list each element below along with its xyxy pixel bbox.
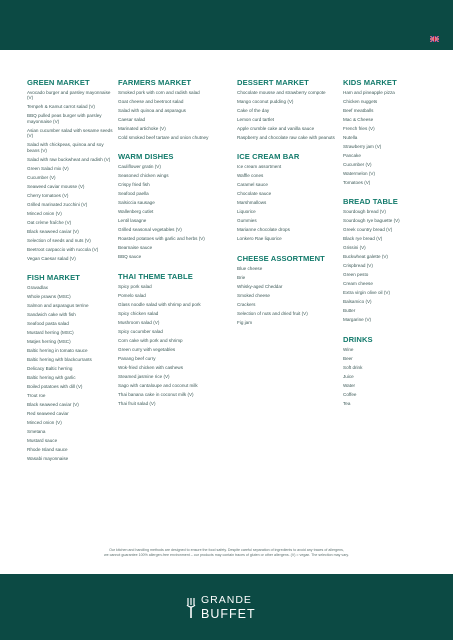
allergen-note-line: Our kitchen and handling methods are designed to ensure the food safety. Despite careful separation of ingredients to avoid any traces of allergens, (109, 548, 344, 552)
menu-item: Ice cream assortment (237, 164, 282, 170)
menu-item: Beef meatballs (343, 108, 374, 113)
menu-item: Margarine (V) (343, 317, 372, 323)
menu-item: Watermelon (V) (343, 171, 375, 176)
menu-item: Black seaweed caviar (V) (27, 402, 79, 408)
menu-item: Rhode Island sauce (27, 447, 68, 453)
menu-item: French fries (V) (343, 126, 375, 131)
menu-item: Grissini (V) (343, 245, 366, 251)
menu-item: Smetana (27, 429, 46, 435)
menu-item: Marianne chocolate drops (237, 227, 290, 233)
menu-item: Mushroom salad (V) (118, 319, 160, 325)
logo-text-bottom: BUFFET (201, 607, 256, 621)
menu-item: Green pesto (343, 272, 369, 278)
menu-item: Lemon curd tartlet (237, 117, 275, 122)
menu-item: Seafood pasta salad (27, 321, 69, 327)
menu-item: Grilled seasonal vegetables (V) (118, 227, 182, 233)
menu-item: Thai fruit salad (V) (118, 400, 156, 406)
menu-item: Glass noodle salad with shrimp and pork (118, 301, 201, 307)
menu-item: Oat crème fraîche (V) (27, 219, 72, 225)
menu-section (118, 78, 226, 140)
menu-item: Corn cake with pork and shrimp (118, 337, 183, 343)
menu-item: Pancake (343, 153, 361, 158)
menu-item: Tea (343, 400, 351, 406)
menu-item: Marshmallows (237, 200, 267, 206)
menu-item: Salad with chickpeas, quinoa and soy beans (V) (27, 142, 104, 153)
menu-item: Cold smoked beef tartare and onion chutney (118, 135, 209, 140)
menu-item: Panang beef curry (118, 355, 156, 361)
menu-item: Tempeh & Kamut carrot salad (V) (27, 104, 95, 110)
menu-item: Goat cheese and beetroot salad (118, 99, 184, 104)
menu-item: Fig jam (237, 319, 253, 325)
menu-item: Crispy fried fish (118, 182, 150, 188)
menu-column-3 (237, 78, 337, 337)
menu-item: Boiled potatoes with dill (V) (27, 384, 83, 390)
section-title: DRINKS (343, 334, 373, 344)
menu-section (343, 78, 433, 185)
menu-item: Gravadlax (27, 285, 48, 291)
menu-item: BBQ pulled peas burger with parsley mayonnaise (V) (27, 113, 102, 124)
menu-item: Wine (343, 346, 354, 352)
menu-item: Selection of nuts and dried fruit (V) (237, 310, 308, 316)
menu-item: Sago with cantaloupe and coconut milk (118, 382, 198, 388)
menu-item: Spicy pork salad (118, 283, 152, 289)
section-title: CHEESE ASSORTMENT (237, 253, 325, 263)
menu-item: Blue cheese (237, 265, 263, 271)
menu-item: Cucumber (V) (343, 162, 372, 167)
menu-item: Cherry tomatoes (V) (27, 192, 69, 198)
menu-item: Baltic herring with blackcurrants (27, 357, 92, 363)
menu-item: Buckwheat galette (V) (343, 254, 388, 260)
section-title: BREAD TABLE (343, 197, 398, 207)
menu-item: Whole prawns (MSC) (27, 294, 71, 300)
menu-item: Extra virgin olive oil (V) (343, 290, 390, 296)
menu-section (237, 78, 337, 140)
menu-item: Lonkero Rae liquorice (237, 236, 282, 242)
menu-column-4 (343, 78, 433, 418)
menu-item: Ham and pineapple pizza (343, 90, 395, 95)
menu-item: Baltic herring in tomato sauce (27, 348, 88, 354)
menu-item: Wasabi mayonnaise (27, 456, 69, 462)
menu-item: Apple crumble cake and vanilla sauce (237, 126, 315, 131)
menu-item: Brie (237, 274, 246, 280)
menu-item: Minced onion (V) (27, 420, 62, 426)
menu-item: Tomatoes (V) (343, 180, 371, 185)
menu-item: Cake of the day (237, 108, 270, 113)
menu-item: Black rye bread (V) (343, 236, 383, 242)
menu-item: Beer (343, 355, 353, 361)
menu-item: Waffle cones (237, 173, 264, 179)
menu-section (118, 272, 226, 406)
menu-item: Vegan Caesar salad (V) (27, 255, 76, 261)
menu-item: Salad with quinoa and asparagus (118, 108, 186, 113)
menu-item: Chocolate sauce (237, 191, 272, 197)
menu-item: Cream cheese (343, 281, 373, 287)
menu-item: Balsamico (V) (343, 299, 372, 305)
section-title: THAI THEME TABLE (118, 271, 193, 281)
menu-item: BBQ sauce (118, 254, 142, 260)
menu-item: Crispbread (V) (343, 263, 373, 269)
menu-item: Avocado burger and parsley mayonnaise (V) (27, 90, 111, 101)
menu-item: Mustard sauce (27, 438, 58, 444)
section-title: DESSERT MARKET (237, 78, 309, 87)
menu-item: Crackers (237, 301, 256, 307)
menu-item: Juice (343, 373, 354, 379)
menu-item: Marinated artichoke (V) (118, 126, 166, 131)
menu-item: Chicken nuggets (343, 99, 378, 104)
menu-item: Seafood paella (118, 191, 149, 197)
menu-item: Delicacy Baltic herring (27, 366, 73, 372)
menu-item: Smoked cheese (237, 292, 270, 298)
menu-item: Pomelo salad (118, 292, 146, 298)
section-title: FISH MARKET (27, 273, 80, 283)
menu-item: Caramel sauce (237, 182, 268, 188)
section-title: GREEN MARKET (27, 78, 90, 87)
menu-item: Green curry with vegetables (118, 346, 176, 352)
menu-item: Greek country bread (V) (343, 227, 393, 233)
menu-item: Nutella (343, 135, 358, 140)
top-banner (0, 0, 453, 50)
menu-item: Sandwich cake with fish (27, 312, 76, 318)
menu-item: Wok-fried chicken with cashews (118, 364, 184, 370)
menu-item: Bearnaise sauce (118, 245, 153, 251)
allergen-note-line: we cannot guarantee 100% allergen-free environment – our products may contain traces of gluten or other allergens. (V) = vegan. The selection may vary. (104, 553, 349, 558)
menu-item: Black seaweed caviar (V) (27, 228, 79, 234)
menu-item: Raspberry and chocolate raw cake with peanuts (237, 135, 335, 140)
menu-item: Caesar salad (118, 117, 146, 122)
menu-item: Sourdough rye baguette (V) (343, 218, 400, 224)
menu-item: Green Salad mix (V) (27, 165, 69, 171)
menu-item: Lentil lasagne (118, 218, 147, 224)
menu-item: Strawberry jam (V) (343, 144, 382, 149)
menu-item: Salsiccia sausage (118, 200, 155, 206)
menu-column-2 (118, 78, 226, 418)
section-title: FARMERS MARKET (118, 78, 192, 87)
menu-section (237, 254, 337, 325)
menu-item: Minced onion (V) (27, 210, 62, 216)
menu-item: Spicy chicken salad (118, 310, 159, 316)
menu-item: Trout roe (27, 393, 46, 399)
menu-item: Spicy cucumber salad (118, 328, 163, 334)
grande-buffet-logo (185, 592, 285, 626)
menu-item: Coffee (343, 391, 357, 397)
logo-text-top: GRANDE (201, 594, 252, 606)
menu-item: Whisky-aged Cheddar (237, 283, 283, 289)
menu-item: Mac & Cheese (343, 117, 374, 122)
menu-item: Selection of seeds and nuts (V) (27, 237, 91, 243)
menu-section (118, 152, 226, 259)
menu-item: Gummies (237, 218, 257, 224)
uk-flag-icon[interactable] (430, 36, 439, 42)
menu-item: Seaweed caviar mousse (V) (27, 183, 85, 189)
menu-item: Red seaweed caviar (27, 411, 69, 417)
menu-item: Steamed jasmine rice (V) (118, 373, 170, 379)
allergen-note (20, 548, 433, 558)
menu-item: Salad with raw buckwheat and radish (V) (27, 156, 111, 162)
menu-item: Butter (343, 308, 356, 314)
menu-item: Water (343, 382, 356, 388)
menu-item: Thai banana cake in coconut milk (V) (118, 391, 194, 397)
menu-section (343, 197, 433, 322)
menu-item: Liquorice (237, 209, 256, 215)
menu-item: Roasted potatoes with garlic and herbs (V) (118, 236, 205, 242)
menu-column-1 (27, 78, 117, 473)
menu-item: Seasoned chicken wings (118, 173, 169, 179)
menu-section (27, 273, 117, 461)
menu-item: Sourdough bread (V) (343, 209, 386, 215)
menu-item: Grilled marinated zucchini (V) (27, 201, 88, 207)
menu-item: Soft drink (343, 364, 363, 370)
menu-item: Salmon and asparagus terrine (27, 303, 89, 309)
menu-item: Asian cucumber salad with sesame seeds (V) (27, 127, 113, 139)
menu-section (237, 152, 337, 241)
menu-section (343, 335, 433, 406)
menu-item: Wallenberg cutlet (118, 209, 154, 215)
fork-logo-icon (185, 598, 197, 618)
menu-item: Cucumber (V) (27, 174, 56, 180)
menu-item: Smoked pork with corn and radish salad (118, 90, 200, 95)
menu-section (27, 78, 117, 261)
menu-item: Mango coconut pudding (V) (237, 99, 294, 104)
menu-item: Cauliflower gratin (V) (118, 164, 161, 170)
menu-item: Beetroot carpaccio with ruccola (V) (27, 246, 99, 252)
menu-item: Baltic herring with garlic (27, 375, 76, 381)
section-title: WARM DISHES (118, 152, 174, 162)
section-title: ICE CREAM BAR (237, 152, 300, 162)
menu-item: Matjes herring (MSC) (27, 339, 71, 345)
menu-item: Mustard herring (MSC) (27, 330, 74, 336)
section-title: KIDS MARKET (343, 78, 397, 87)
menu-item: Chocolate mousse and strawberry compote (237, 90, 326, 95)
